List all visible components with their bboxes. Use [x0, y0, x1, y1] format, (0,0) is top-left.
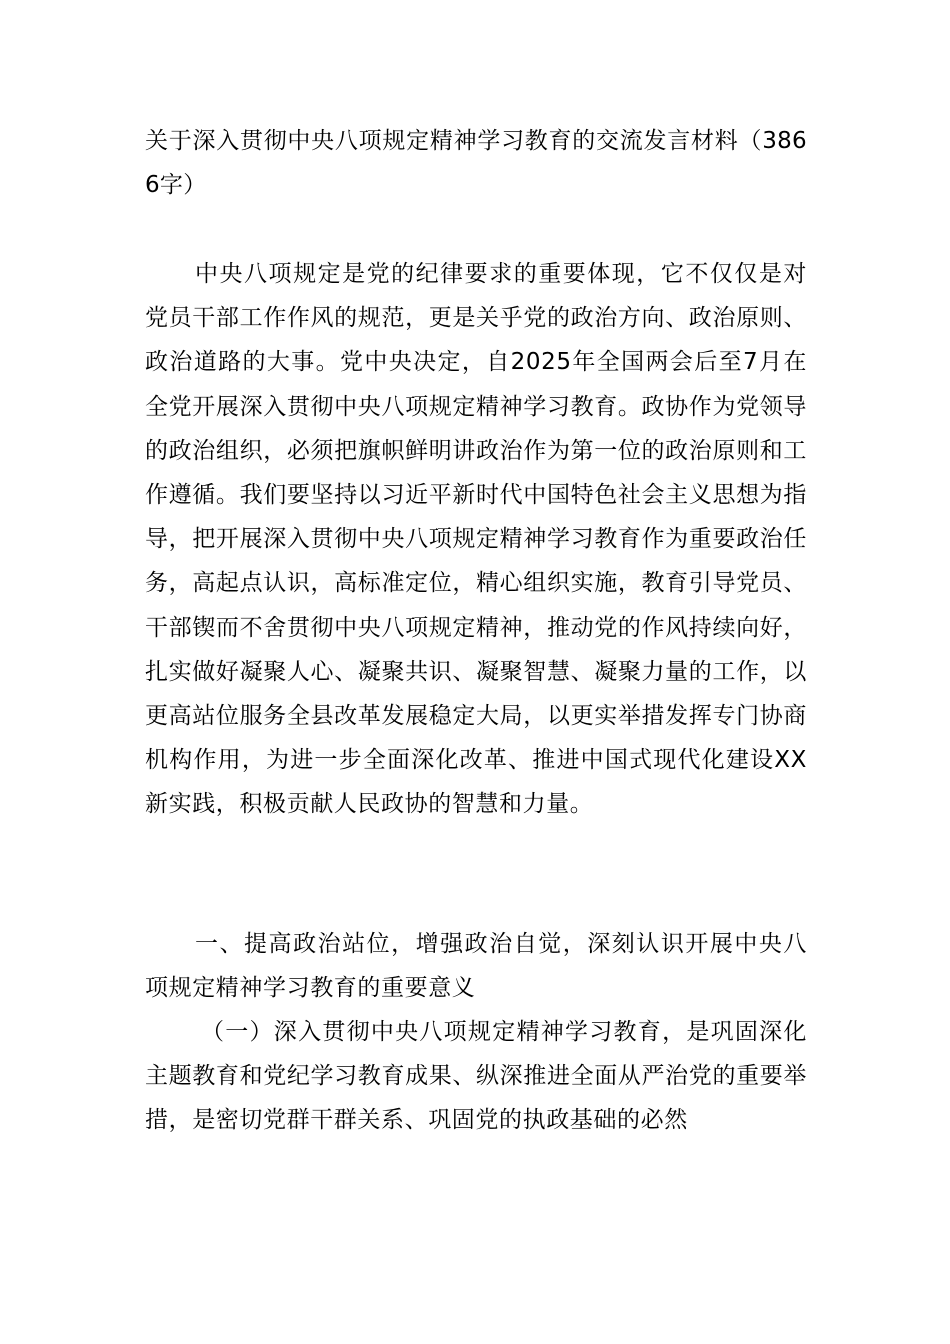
document-title: 关于深入贯彻中央八项规定精神学习教育的交流发言材料（3866字）: [145, 128, 807, 199]
section-heading-1: 一、提高政治站位，增强政治自觉，深刻认识开展中央八项规定精神学习教育的重要意义: [145, 931, 807, 1002]
body-paragraph-intro: 中央八项规定是党的纪律要求的重要体现，它不仅仅是对党员干部工作作风的规范，更是关乎党的政治方向、政治原则、政治道路的大事。党中央决定，自2025年全国两会后至7月在全党开展深入贯彻中央八项规定精神学习教育。政协作为党领导的政治组织，必须把旗帜鲜明讲政治作为第一位的政治原则和工作遵循。我们要坚持以习近平新时代中国特色社会主义思想为指导，把开展深入贯彻中央八项规定精神学习教育作为重要政治任务，高起点认识，高标准定位，精心组织实施，教育引导党员、干部锲而不舍贯彻中央八项规定精神，推动党的作风持续向好，扎实做好凝聚人心、凝聚共识、凝聚智慧、凝聚力量的工作，以更高站位服务全县改革发展稳定大局，以更实举措发挥专门协商机构作用，为进一步全面深化改革、推进中国式现代化建设XX新实践，积极贡献人民政协的智慧和力量。: [145, 261, 807, 818]
subsection-paragraph-1: （一）深入贯彻中央八项规定精神学习教育，是巩固深化主题教育和党纪学习教育成果、纵深推进全面从严治党的重要举措，是密切党群干群关系、巩固党的执政基础的必然: [145, 1019, 807, 1134]
